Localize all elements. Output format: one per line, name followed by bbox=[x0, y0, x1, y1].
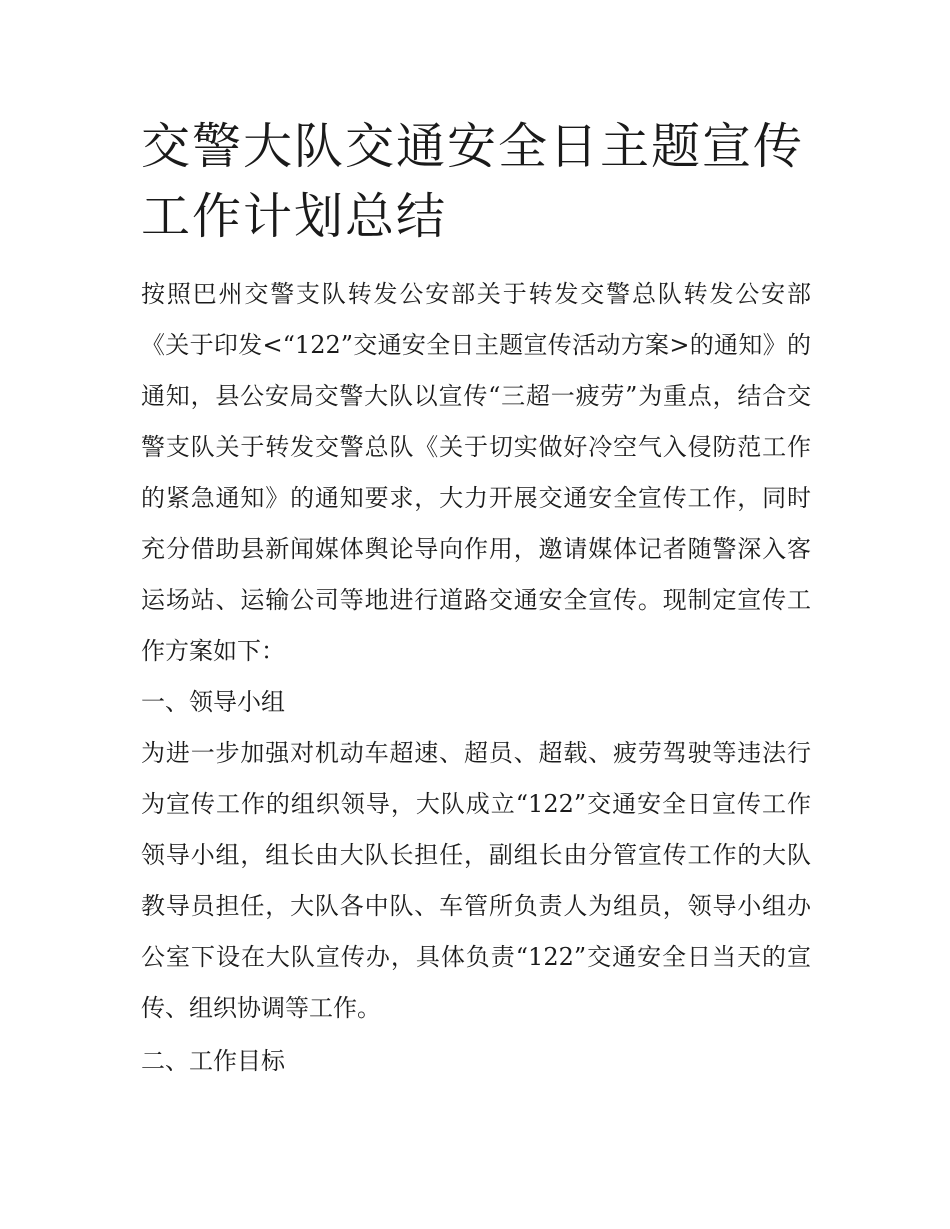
section-heading-goals: 二、工作目标 bbox=[141, 1047, 285, 1075]
intro-paragraph: 按照巴州交警支队转发公安部关于转发交警总队转发公安部《关于印发<“122”交通安全日主题宣传活动方案>的通知》的通知，县公安局交警大队以宣传“三超一疲劳”为重点，结合交警支队关于转发交警总队《关于切实做好冷空气入侵防范工作的紧急通知》的通知要求，大力开展交通安全宣传工作，同时充分借助县新闻媒体舆论导向作用，邀请媒体记者随警深入客运场站、运输公司等地进行道路交通安全宣传。现制定宣传工作方案如下： bbox=[141, 280, 811, 665]
section-body-leadership: 为进一步加强对机动车超速、超员、超载、疲劳驾驶等违法行为宣传工作的组织领导，大队成立“122”交通安全日宣传工作领导小组，组长由大队长担任，副组长由分管宣传工作的大队教导员担任，大队各中队、车管所负责人为组员，领导小组办公室下设在大队宣传办，具体负责“122”交通安全日当天的宣传、组织协调等工作。 bbox=[141, 739, 811, 1022]
document-title: 交警大队交通安全日主题宣传工作计划总结 bbox=[141, 118, 805, 245]
section-heading-leadership: 一、领导小组 bbox=[141, 688, 285, 716]
document-page bbox=[141, 112, 811, 1087]
